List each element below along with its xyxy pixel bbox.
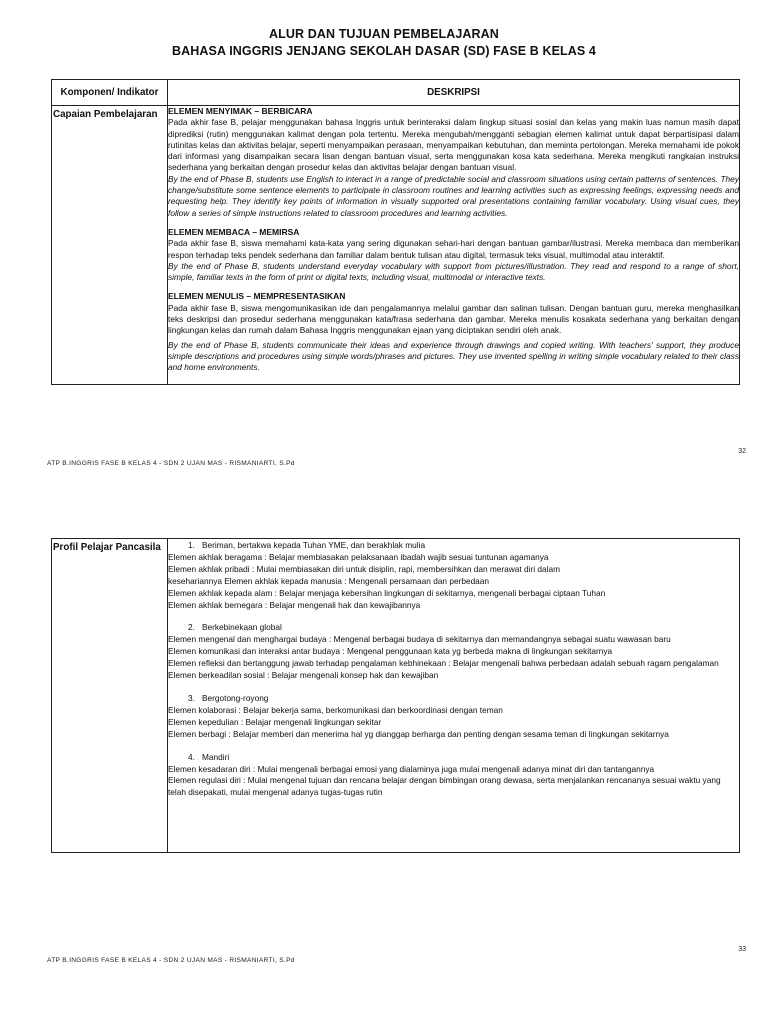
profil-group-beriman — [168, 540, 739, 611]
group-title: Mandiri — [202, 751, 230, 762]
section-menulis — [168, 291, 739, 373]
section-title: ELEMEN MENULIS – MEMPRESENTASIKAN — [168, 291, 346, 302]
section-text-id: Pada akhir fase B, siswa mengomunikasikan ide dan pengalamannya melalui gambar dan salinan tulisan. Dengan bantuan guru, mereka menghasilkan teks deskripsi dan prosedur sederhana menggunakan kata/frasa sederhana dan gambar. Mereka menulis kosakata sederhana yang berkaitan dengan lingkungan kelas dan rumah dalam Bahasa Inggris menggunakan ejaan yang diciptakan sendiri oleh anak. — [168, 302, 739, 336]
group-title: Beriman, bertakwa kepada Tuhan YME, dan berakhlak mulia — [202, 540, 426, 550]
document-subtitle: BAHASA INGGRIS JENJANG SEKOLAH DASAR (SD) FASE B KELAS 4 — [172, 44, 596, 58]
page-footer: ATP B.INGGRIS FASE B KELAS 4 - SDN 2 UJAN MAS - RISMANIARTI, S.Pd — [47, 957, 295, 964]
list-item: kesehariannya Elemen akhlak kepada manusia : Mengenali persamaan dan perbedaan — [168, 575, 490, 586]
section-title: ELEMEN MEMBACA – MEMIRSA — [168, 226, 300, 237]
profil-table — [51, 538, 740, 853]
group-number: 2. — [188, 622, 195, 633]
list-item: Elemen kesadaran diri : Mulai mengenali berbagai emosi yang dialaminya juga mulai mengenali adanya minat diri dan tantangannya — [168, 763, 655, 774]
list-item: Elemen berkeadilan sosial : Belajar mengenali konsep hak dan kewajiban — [168, 670, 439, 681]
group-number: 4. — [188, 751, 195, 762]
section-menyimak — [168, 106, 739, 219]
table-row — [52, 106, 740, 385]
table-row — [52, 539, 740, 853]
page-number: 33 — [738, 946, 746, 953]
capaian-description — [168, 106, 740, 385]
group-number: 3. — [188, 692, 195, 703]
section-text-en: By the end of Phase B, students understand everyday vocabulary with support from pictures/illustration. They read and respond to a range of short, simple, familiar texts in the form of print or digital texts, including visual, multimodal or interactive texts. — [168, 260, 739, 283]
profil-description — [168, 539, 740, 853]
profil-group-mandiri — [168, 752, 739, 800]
header-komponen: Komponen/ Indikator — [52, 80, 168, 106]
row-label-profil: Profil Pelajar Pancasila — [52, 539, 168, 853]
group-title: Bergotong-royong — [202, 692, 269, 703]
section-text-en: By the end of Phase B, students use English to interact in a range of predictable social and classroom situations using certain patterns of sentences. They change/substitute some sentence elements to participate in classroom routines and learning activities such as expressing feelings, expressing needs and requesting help. They identify key points of information in visually supported oral presentations containing familiar vocabulary. Using visual cues, they follow a series of simple instructions related to classroom procedures and learning activities. — [168, 173, 739, 218]
group-heading — [168, 752, 739, 764]
list-item: Elemen akhlak bernegara : Belajar mengenali hak dan kewajibannya — [168, 599, 421, 610]
page-footer: ATP B.INGGRIS FASE B KELAS 4 - SDN 2 UJAN MAS - RISMANIARTI, S.Pd — [47, 460, 295, 467]
group-heading — [168, 540, 739, 552]
document-title: ALUR DAN TUJUAN PEMBELAJARAN — [269, 27, 499, 41]
group-title: Berkebinekaan global — [202, 622, 282, 633]
group-heading — [168, 622, 739, 634]
row-label-capaian: Capaian Pembelajaran — [52, 106, 168, 385]
section-text-en: By the end of Phase B, students communicate their ideas and experience through drawings and copied writing. With teachers' support, they produce simple descriptions and procedures using simple words/phrases and pictures. They use invented spelling in writing simple vocabulary related to their class and home environments. — [168, 339, 739, 373]
profil-group-gotong-royong — [168, 693, 739, 741]
page-number: 32 — [738, 448, 746, 455]
list-item: Elemen berbagi : Belajar memberi dan menerima hal yg dianggap berharga dan penting dengan sesama teman di lingkungan sekitarnya — [168, 728, 669, 739]
section-text-id: Pada akhir fase B, pelajar menggunakan bahasa Inggris untuk berinteraksi dalam lingkup situasi sosial dan kelas yang makin luas namun masih dapat diprediksi (rutin) menggunakan kalimat dengan pola tertentu. Mereka mengubah/mengganti sebagian elemen kalimat untuk dapat berpartisipasi dalam rutinitas kelas dan aktivitas belajar, seperti menyampaikan perasaan, menyampaikan kebutuhan, dan meminta pertolongan. Mereka memahami ide pokok dari informasi yang disampaikan secara lisan dengan bantuan visual, serta menggunakan kosa kata sederhana. Mereka mengikuti rangkaian instruksi sederhana yang berkaitan dengan prosedur kelas dan aktivitas belajar dengan bantuan visual. — [168, 117, 739, 173]
list-item: Elemen kolaborasi : Belajar bekerja sama, berkomunikasi dan berkoordinasi dengan teman — [168, 704, 503, 715]
list-item: Elemen refleksi dan bertanggung jawab terhadap pengalaman kebhinekaan : Belajar mengenali bahwa perbedaan adalah sebuah ragam pengalaman — [168, 658, 719, 669]
list-item: Elemen akhlak beragama : Belajar membiasakan pelaksanaan ibadah wajib sesuai tuntunan agamanya — [168, 551, 549, 562]
section-text-id: Pada akhir fase B, siswa memahami kata-kata yang sering digunakan sehari-hari dengan bantuan gambar/ilustrasi. Mereka membaca dan memberikan respon terhadap teks pendek sederhana dan familiar dalam bentuk tulisan atau digital, termasuk teks visual, multimodal atau interaktif. — [168, 238, 739, 260]
list-item: Elemen akhlak pribadi : Mulai membiasakan diri untuk disiplin, rapi, membersihkan dan merawat diri dalam — [168, 563, 560, 574]
list-item: Elemen komunikasi dan interaksi antar budaya : Mengenal penggunaan kata yg berbeda makna di lingkungan sekitarnya — [168, 646, 613, 657]
section-membaca — [168, 227, 739, 283]
group-heading — [168, 693, 739, 705]
header-deskripsi: DESKRIPSI — [168, 80, 740, 106]
group-number: 1. — [188, 540, 195, 550]
capaian-table — [51, 79, 740, 385]
list-item: Elemen regulasi diri : Mulai mengenal tujuan dan rencana belajar dengan bimbingan orang dewasa, serta menjalankan rencananya sesuai waktu yang telah disepakati, mulai mengenal adanya tugas-tugas rutin — [168, 775, 721, 798]
profil-group-kebinekaan — [168, 622, 739, 682]
table-header-row — [52, 80, 740, 106]
list-item: Elemen kepedulian : Belajar mengenali lingkungan sekitar — [168, 716, 382, 727]
section-title: ELEMEN MENYIMAK – BERBICARA — [168, 106, 313, 116]
list-item: Elemen mengenal dan menghargai budaya : Mengenal berbagai budaya di sekitarnya dan memandangnya sebagai suatu wawasan baru — [168, 634, 671, 645]
list-item: Elemen akhlak kepada alam : Belajar menjaga kebersihan lingkungan di sekitarnya, mengenali berbagai ciptaan Tuhan — [168, 587, 606, 598]
